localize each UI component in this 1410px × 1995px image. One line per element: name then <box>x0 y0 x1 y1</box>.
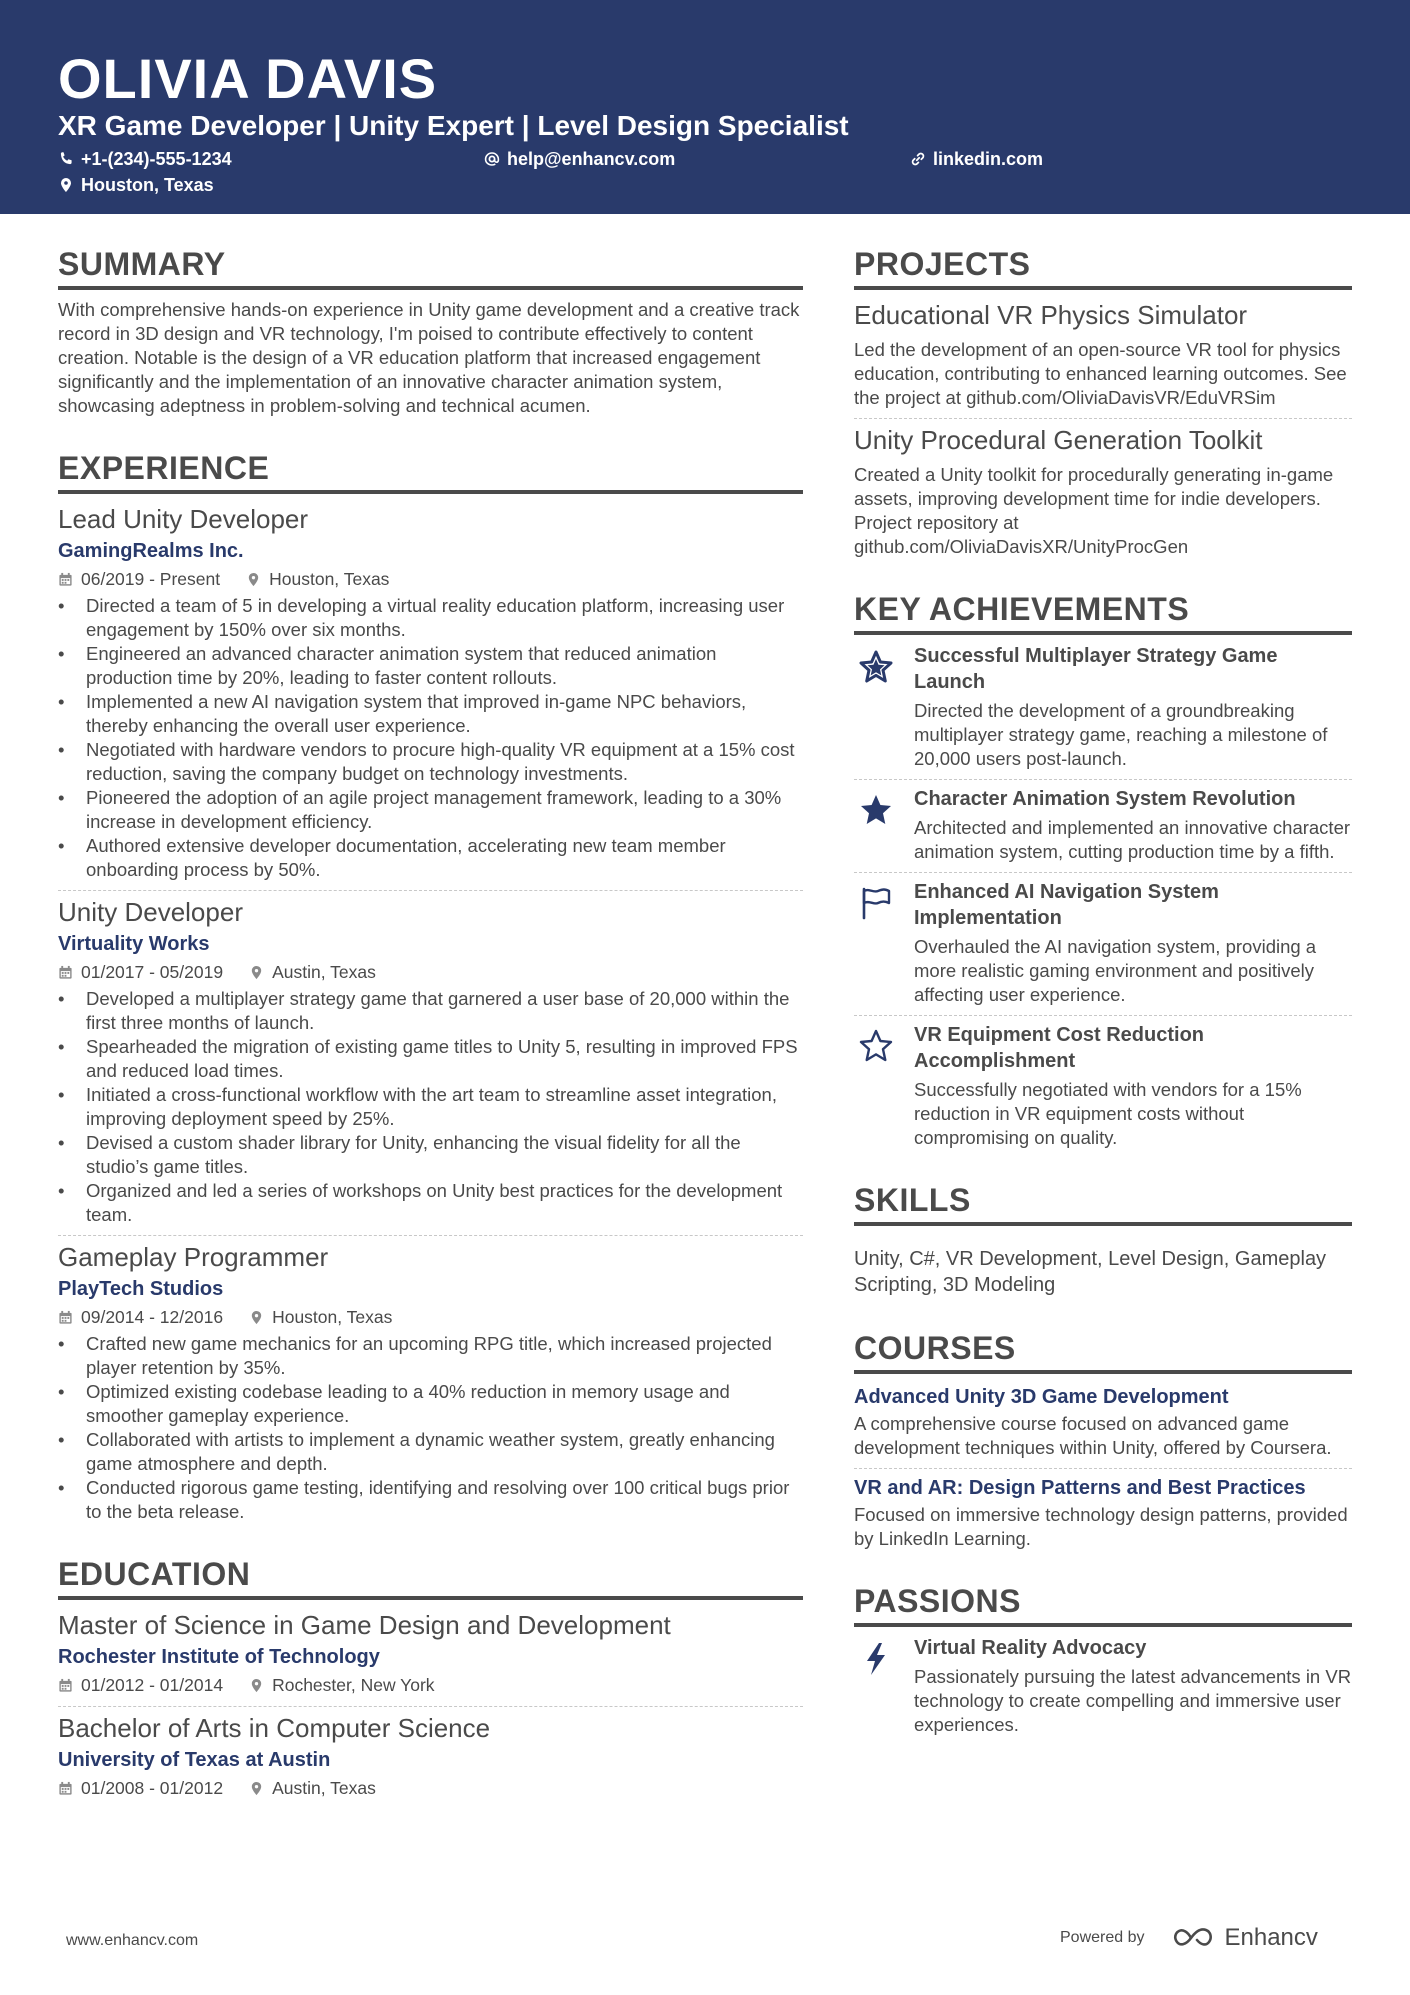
star-filled-icon <box>858 792 894 828</box>
education-dates: 01/2012 - 01/2014 <box>81 1675 224 1695</box>
achievement-body <box>914 879 1352 1007</box>
bullet-item: • Developed a multiplayer strategy game that garnered a user base of 20,000 within the first three months of launch. <box>58 987 803 1035</box>
achievement-item <box>854 786 1352 864</box>
education-item <box>58 1608 803 1698</box>
company-name: GamingRealms Inc. <box>58 540 244 562</box>
calendar-icon <box>58 1310 73 1325</box>
achievement-title: VR Equipment Cost Reduction Accomplishment <box>914 1024 1204 1072</box>
education-location-text: Rochester, New York <box>272 1675 435 1695</box>
lightning-icon <box>858 1641 894 1677</box>
item-divider <box>854 1015 1352 1016</box>
enhancv-logo-icon <box>1171 1925 1219 1951</box>
bullet-item: • Negotiated with hardware vendors to procure high-quality VR equipment at a 15% cost reduction, saving the company budget on technology investments. <box>58 738 803 786</box>
phone-icon <box>58 151 74 167</box>
degree-title: Master of Science in Game Design and Development <box>58 1610 671 1640</box>
achievement-body <box>914 1022 1352 1150</box>
bullet-item: • Optimized existing codebase leading to a 40% reduction in memory usage and smoother gameplay experience. <box>58 1380 803 1428</box>
achievement-icon-wrap <box>854 643 914 771</box>
education-meta <box>58 1775 803 1801</box>
school-name: University of Texas at Austin <box>58 1749 331 1771</box>
passion-description: Passionately pursuing the latest advancements in VR technology to create compelling and immersive user experiences. <box>914 1666 1352 1735</box>
enhancv-logo[interactable] <box>1171 1924 1318 1952</box>
course-item <box>854 1382 1352 1460</box>
experience-item <box>58 502 803 882</box>
contact-location <box>58 173 214 197</box>
job-title: Lead Unity Developer <box>58 504 309 534</box>
achievements-section <box>854 587 1352 1150</box>
passion-title: Virtual Reality Advocacy <box>914 1637 1147 1659</box>
contact-phone-text: +1-(234)-555-1234 <box>81 149 232 169</box>
calendar-icon <box>58 1781 73 1796</box>
job-location-text: Austin, Texas <box>272 962 376 982</box>
job-title: Gameplay Programmer <box>58 1242 329 1272</box>
bullet-item: • Pioneered the adoption of an agile project management framework, leading to a 30% increase in development efficiency. <box>58 786 803 834</box>
location-pin-icon <box>249 1678 264 1693</box>
bullet-item: • Conducted rigorous game testing, identifying and resolving over 100 critical bugs prior to the beta release. <box>58 1476 803 1524</box>
passion-icon-wrap <box>854 1635 914 1737</box>
bullet-item: • Engineered an advanced character animation system that reduced animation production time by 20%, leading to faster content rollouts. <box>58 642 803 690</box>
contact-email[interactable] <box>484 147 675 171</box>
item-divider <box>854 1468 1352 1469</box>
bullet-item: • Crafted new game mechanics for an upcoming RPG title, which increased projected player retention by 35%. <box>58 1332 803 1380</box>
job-location <box>249 1304 392 1330</box>
job-bullets <box>58 1332 803 1524</box>
location-pin-icon <box>249 965 264 980</box>
summary-section <box>58 242 803 418</box>
job-title: Unity Developer <box>58 897 243 927</box>
item-divider <box>854 418 1352 419</box>
calendar-icon <box>58 965 73 980</box>
star-outline-icon <box>858 1028 894 1064</box>
location-pin-icon <box>249 1781 264 1796</box>
achievement-icon-wrap <box>854 786 914 864</box>
location-pin-icon <box>249 1310 264 1325</box>
passions-section <box>854 1579 1352 1737</box>
achievement-body <box>914 643 1352 771</box>
skills-list: Unity, C#, VR Development, Level Design, Gameplay Scripting, 3D Modeling <box>854 1248 1327 1296</box>
job-location <box>249 959 376 985</box>
course-item <box>854 1473 1352 1551</box>
achievement-description: Successfully negotiated with vendors for a 15% reduction in VR equipment costs without compromising on quality. <box>914 1079 1302 1148</box>
powered-by-label: Powered by <box>1060 1929 1145 1946</box>
at-icon <box>484 151 500 167</box>
bullet-item: • Implemented a new AI navigation system that improved in-game NPC behaviors, thereby enhancing the overall user experience. <box>58 690 803 738</box>
item-divider <box>854 779 1352 780</box>
brand-name: Enhancv <box>1224 1924 1318 1951</box>
job-location-text: Houston, Texas <box>272 1307 393 1327</box>
project-item <box>854 423 1352 559</box>
company-name: PlayTech Studios <box>58 1278 224 1300</box>
candidate-name: OLIVIA DAVIS <box>58 47 438 110</box>
section-title-skills: SKILLS <box>854 1178 1352 1226</box>
experience-item <box>58 895 803 1227</box>
course-title: Advanced Unity 3D Game Development <box>854 1386 1229 1408</box>
degree-title: Bachelor of Arts in Computer Science <box>58 1713 491 1743</box>
contact-linkedin-text: linkedin.com <box>933 149 1044 169</box>
bullet-item: • Organized and led a series of workshops on Unity best practices for the development team. <box>58 1179 803 1227</box>
job-dates: 09/2014 - 12/2016 <box>81 1307 224 1327</box>
bullet-item: • Collaborated with artists to implement a dynamic weather system, greatly enhancing game atmosphere and depth. <box>58 1428 803 1476</box>
flag-icon <box>858 885 894 921</box>
location-pin-icon <box>246 572 261 587</box>
contact-phone[interactable] <box>58 147 232 171</box>
education-item <box>58 1711 803 1801</box>
achievement-icon-wrap <box>854 879 914 1007</box>
job-dates: 01/2017 - 05/2019 <box>81 962 224 982</box>
right-column <box>854 242 1352 1765</box>
section-title-summary: SUMMARY <box>58 242 803 290</box>
job-meta <box>58 959 803 985</box>
item-divider <box>854 872 1352 873</box>
education-dates: 01/2008 - 01/2012 <box>81 1778 224 1798</box>
job-meta <box>58 566 803 592</box>
resume-header <box>0 0 1410 214</box>
location-pin-icon <box>58 177 74 193</box>
passion-item <box>854 1635 1352 1737</box>
achievement-icon-wrap <box>854 1022 914 1150</box>
section-title-education: EDUCATION <box>58 1552 803 1600</box>
bullet-item: • Directed a team of 5 in developing a virtual reality education platform, increasing user engagement by 150% over six months. <box>58 594 803 642</box>
job-location-text: Houston, Texas <box>269 569 390 589</box>
candidate-headline: XR Game Developer | Unity Expert | Level Design Specialist <box>58 110 849 141</box>
education-meta <box>58 1672 803 1698</box>
passion-body <box>914 1635 1352 1737</box>
achievement-item <box>854 879 1352 1007</box>
item-divider <box>58 1235 803 1236</box>
bullet-item: • Initiated a cross-functional workflow with the art team to streamline asset integration, improving deployment speed by 25%. <box>58 1083 803 1131</box>
projects-section <box>854 242 1352 559</box>
achievement-description: Architected and implemented an innovative character animation system, cutting production time by a fifth. <box>914 817 1351 862</box>
project-description: Led the development of an open-source VR tool for physics education, contributing to enhanced learning outcomes. See the project at github.com/OliviaDavisVR/EduVRSim <box>854 339 1347 408</box>
school-name: Rochester Institute of Technology <box>58 1646 380 1668</box>
education-section <box>58 1552 803 1801</box>
project-item <box>854 298 1352 410</box>
calendar-icon <box>58 572 73 587</box>
bullet-item: • Authored extensive developer documentation, accelerating new team member onboarding process by 50%. <box>58 834 803 882</box>
section-title-experience: EXPERIENCE <box>58 446 803 494</box>
contact-email-text: help@enhancv.com <box>507 149 676 169</box>
company-name: Virtuality Works <box>58 933 210 955</box>
section-title-projects: PROJECTS <box>854 242 1352 290</box>
course-description: Focused on immersive technology design patterns, provided by LinkedIn Learning. <box>854 1504 1348 1549</box>
contact-linkedin[interactable] <box>910 147 1043 171</box>
item-divider <box>58 1706 803 1707</box>
courses-section <box>854 1326 1352 1551</box>
section-title-passions: PASSIONS <box>854 1579 1352 1627</box>
achievement-title: Successful Multiplayer Strategy Game Launch <box>914 645 1278 693</box>
job-bullets <box>58 987 803 1227</box>
course-title: VR and AR: Design Patterns and Best Practices <box>854 1477 1306 1499</box>
achievement-description: Overhauled the AI navigation system, providing a more realistic gaming environment and positively affecting user experience. <box>914 936 1317 1005</box>
job-dates: 06/2019 - Present <box>81 569 221 589</box>
experience-item <box>58 1240 803 1524</box>
achievement-body <box>914 786 1352 864</box>
summary-text: With comprehensive hands-on experience in Unity game development and a creative track record in 3D design and VR technology, I'm poised to contribute effectively to content creation. Notable is the design of a VR education platform that increased engagement significantly and the implementation of an innovative character animation system, showcasing adeptness in problem-solving and technical acumen. <box>58 299 800 416</box>
left-column <box>58 242 803 1829</box>
bullet-item: • Devised a custom shader library for Unity, enhancing the visual fidelity for all the studio’s game titles. <box>58 1131 803 1179</box>
job-meta <box>58 1304 803 1330</box>
contact-location-text: Houston, Texas <box>81 175 214 195</box>
education-location <box>249 1775 376 1801</box>
calendar-icon <box>58 1678 73 1693</box>
star-outline-bold-icon <box>858 649 894 685</box>
project-description: Created a Unity toolkit for procedurally generating in-game assets, improving development time for indie developers. Project repository at github.com/OliviaDavisXR/UnityProcGen <box>854 464 1334 557</box>
education-location <box>249 1672 434 1698</box>
project-title: Educational VR Physics Simulator <box>854 300 1248 330</box>
achievement-item <box>854 643 1352 771</box>
footer-branding <box>1060 1924 1318 1952</box>
project-title: Unity Procedural Generation Toolkit <box>854 425 1263 455</box>
achievement-title: Character Animation System Revolution <box>914 788 1296 810</box>
section-title-courses: COURSES <box>854 1326 1352 1374</box>
course-description: A comprehensive course focused on advanced game development techniques within Unity, offered by Coursera. <box>854 1413 1332 1458</box>
achievement-item <box>854 1022 1352 1150</box>
job-location <box>246 566 389 592</box>
achievement-title: Enhanced AI Navigation System Implementation <box>914 881 1219 929</box>
education-location-text: Austin, Texas <box>272 1778 376 1798</box>
achievement-description: Directed the development of a groundbreaking multiplayer strategy game, reaching a milestone of 20,000 users post-launch. <box>914 700 1328 769</box>
experience-section <box>58 446 803 1524</box>
job-bullets <box>58 594 803 882</box>
footer-website[interactable]: www.enhancv.com <box>66 1932 199 1949</box>
skills-section <box>854 1178 1352 1298</box>
link-icon <box>910 151 926 167</box>
bullet-item: • Spearheaded the migration of existing game titles to Unity 5, resulting in improved FPS and reduced load times. <box>58 1035 803 1083</box>
section-title-achievements: KEY ACHIEVEMENTS <box>854 587 1352 635</box>
item-divider <box>58 890 803 891</box>
